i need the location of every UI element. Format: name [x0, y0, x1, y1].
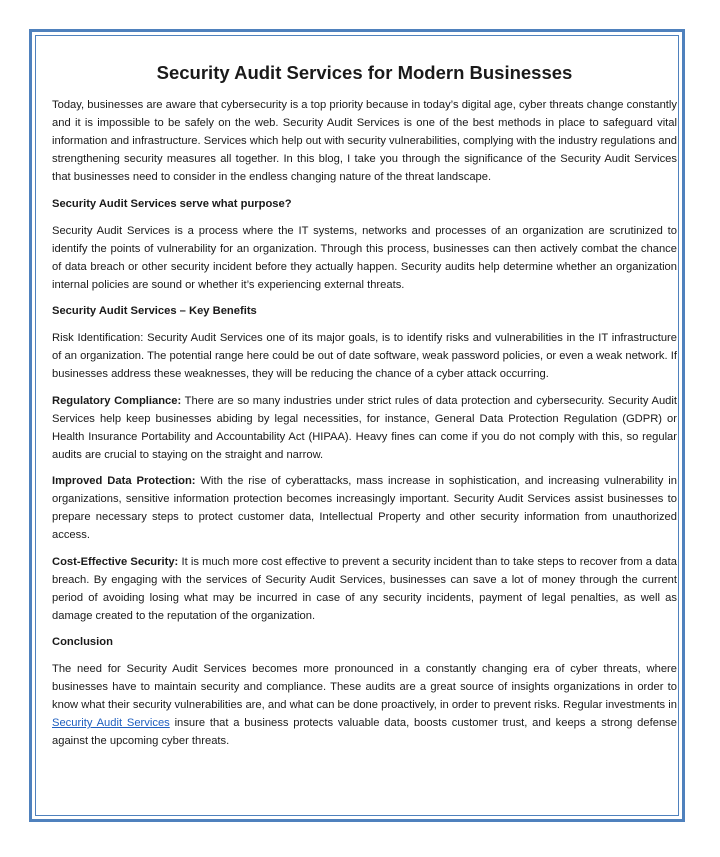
cost-effective-paragraph — [52, 553, 677, 625]
security-audit-services-link[interactable]: Security Audit Services — [52, 717, 170, 729]
conclusion-text-after-link: insure that a business protects valuable data, boosts customer trust, and keeps a strong defense against the upcoming cyber threats. — [52, 717, 677, 747]
risk-identification-paragraph: Risk Identification: Security Audit Services one of its major goals, is to identify risks and vulnerabilities in the IT infrastructure of an organization. The potential range here could be out of date software, weak password policies, or even a weak network. If businesses address these weaknesses, they will be reducing the chance of a cyber attack occurring. — [52, 332, 677, 380]
section-heading-purpose: Security Audit Services serve what purpose? — [52, 197, 292, 210]
regulatory-compliance-term: Regulatory Compliance: — [52, 394, 182, 407]
intro-paragraph: Today, businesses are aware that cybersecurity is a top priority because in today’s digital age, cyber threats change constantly and it is impossible to be safely on the web. Security Audit Services is one of the best methods in place to safeguard vital information and infrastructure. Services which help out with security vulnerabilities, complying with the industry regulations and strengthening security measures all together. In this blog, I take you through the significance of the Security Audit Services that businesses need to consider in the endless changing nature of the threat landscape. — [52, 99, 677, 183]
data-protection-text: With the rise of cyberattacks, mass increase in sophistication, and increasing vulnerability in organizations, sensitive information protection becomes increasingly important. Security Audit Services assist businesses to prepare necessary steps to protect customer data, Intellectual Property and other security information from unauthorized access. — [52, 475, 677, 541]
cost-effective-text: It is much more cost effective to prevent a security incident than to take steps to recover from a data breach. By engaging with the services of Security Audit Services, businesses can save a lot of money through the current period of avoiding losing what may be incurred in case of any security incidents, payment of legal penalties, as well as damage created to the reputation of the organization. — [52, 555, 677, 622]
document-title: Security Audit Services for Modern Businesses — [156, 62, 573, 83]
purpose-paragraph: Security Audit Services is a process where the IT systems, networks and processes of an organization are scrutinized to identify the points of vulnerability for an organization. Through this process, businesses can then actively combat the chance of data breach or other security incident before they actually happen. Security audits help determine whether an organization internal policies are sound or whether it’s experiencing external threats. — [52, 224, 677, 291]
section-heading-conclusion: Conclusion — [52, 636, 113, 648]
document-body — [52, 60, 677, 759]
cost-effective-term: Cost-Effective Security: — [52, 555, 179, 568]
regulatory-compliance-paragraph — [52, 392, 677, 464]
regulatory-compliance-text: There are so many industries under strict rules of data protection and cybersecurity. Security Audit Services help keep businesses abiding by legal necessities, for instance, General Data Protection Regulation (GDPR) or Health Insurance Portability and Accountability Act (HIPAA). Heavy fines can come if you do not comply with this, so regular audits are crucial to staying on the straight and narrow. — [52, 394, 677, 461]
conclusion-text-before-link: The need for Security Audit Services becomes more pronounced in a constantly changing era of cyber threats, where businesses have to maintain security and compliance. These audits are a great source of insights organizations in order to know what their security vulnerabilities are, and what can be done proactively, in order to prevent risks. Regular investments in — [52, 663, 677, 711]
data-protection-term: Improved Data Protection: — [52, 475, 196, 487]
conclusion-paragraph — [52, 660, 677, 750]
data-protection-paragraph — [52, 472, 677, 544]
section-heading-benefits: Security Audit Services – Key Benefits — [52, 305, 257, 317]
